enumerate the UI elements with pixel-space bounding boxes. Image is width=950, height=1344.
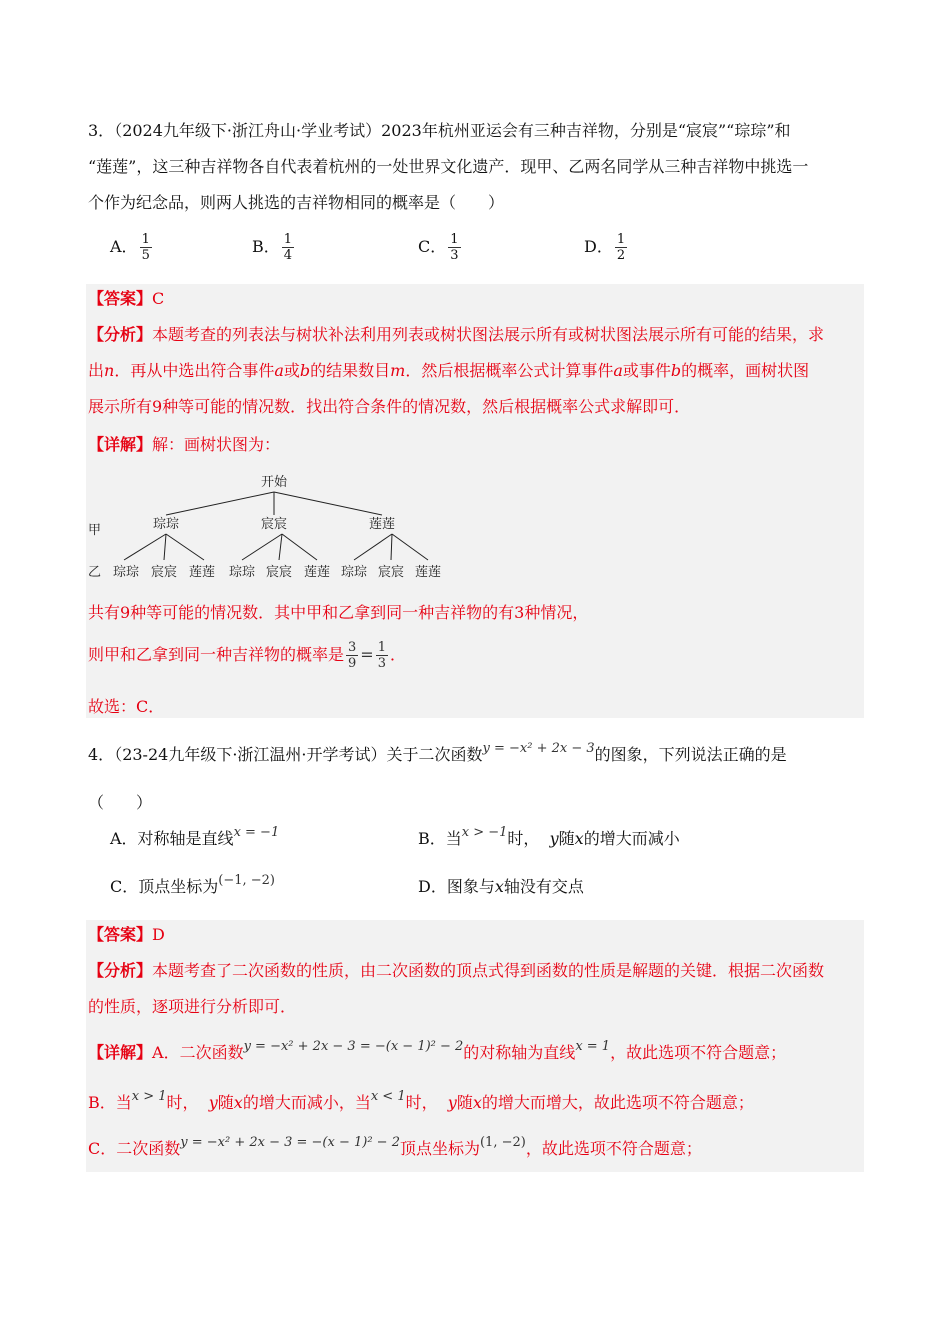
fraction-denominator: 5 [141,248,150,263]
tree-edge [242,534,282,560]
analysis-tag: 【分析】 [88,325,153,344]
text-run: 本题考查了二次函数的性质，由二次函数的顶点式得到函数的性质是解题的关键．根据二次函数 [152,961,825,980]
text-run: ．再从中选出符合事件 [114,361,275,380]
tree-leaf: 宸宸 [150,565,178,580]
fraction [376,640,388,671]
text-run: A．二次函数 [152,1043,244,1062]
var-y: y [549,829,559,848]
text-run: ． [389,645,406,664]
q4-detail-b [88,1089,754,1116]
q3-detail-2: 共有9种等可能的情况数．其中甲和乙拿到同一种吉祥物的有3种情况， [88,603,589,622]
q3-option-b-label: B． [252,237,280,256]
text-run: 则甲和乙拿到同一种吉祥物的概率是 [88,645,345,664]
text-run: 出 [88,361,105,380]
q4-detail-c [88,1135,702,1162]
tree-edge [392,534,428,560]
text-run: 轴没有交点 [503,877,584,896]
tree-edge [166,492,274,515]
q3-analysis-2 [88,360,809,382]
q4-analysis-1 [88,960,824,982]
q3-analysis-3: 展示所有9种等可能的情况数．找出符合条件的情况数，然后根据概率公式求解即可． [88,397,691,416]
text-run: 时， [166,1093,199,1112]
q3-detail-1 [88,434,280,456]
q4-option-d [418,876,584,898]
text-run: 随 [217,1093,234,1112]
var-x: x [574,829,584,848]
answer-tag: 【答案】 [88,289,153,308]
text-run: B．当 [418,829,462,848]
var-n: n [104,361,115,380]
math-expr: (−1, −2) [218,873,275,888]
text-run: 或事件 [622,361,671,380]
fraction-numerator: 1 [283,232,293,247]
tree-root: 开始 [260,475,288,490]
q3-option-b [252,232,296,263]
q3-text-1: 2023年杭州亚运会有三种吉祥物，分别是“宸宸”“琮琮”和 [381,121,791,140]
fraction-denominator: 2 [616,248,626,263]
text-run: ，故此选项不符合题意； [525,1139,702,1158]
text-run: 的概率，画树状图 [681,361,810,380]
q3-option-a [110,232,154,263]
q3-option-c [418,232,463,263]
q3-line-2: “莲莲”，这三种吉祥物各自代表着杭州的一处世界文化遗产．现甲、乙两名同学从三种吉祥物中挑选一 [88,157,809,176]
q3-option-d [584,232,629,263]
q3-conclusion: 故选：C． [88,697,165,716]
tree-leaf: 宸宸 [377,565,405,580]
q3-source: （2024九年级下·浙江舟山·学业考试） [114,121,382,140]
math-expr: (1, −2) [479,1135,526,1150]
q4-option-c [110,873,275,900]
q4-answer [88,924,165,946]
text-run: 的增大而增大，故此选项不符合题意； [481,1093,754,1112]
var-a: a [613,361,623,380]
q3-detail-1-text: 解：画树状图为： [152,435,281,454]
text-run: ．然后根据概率公式计算事件 [405,361,614,380]
answer-tag: 【答案】 [88,925,153,944]
q3-option-a-label: A． [110,237,138,256]
text-run: 的增大而减小，当 [242,1093,371,1112]
math-expr: x < 1 [370,1089,406,1104]
tree-leaf: 琮琮 [228,565,256,580]
tree-leaf: 莲莲 [188,565,216,580]
math-expr: x = −1 [233,825,280,840]
fraction [346,640,358,671]
text-run: 或 [283,361,300,380]
tree-level1-node: 宸宸 [260,517,288,532]
tree-row-label-jia: 甲 [88,523,102,538]
math-expr: x > 1 [131,1089,167,1104]
var-a: a [274,361,284,380]
text-run: 关于二次函数 [386,745,483,764]
q4-function: y = −x² + 2x − 3 [482,741,595,756]
fraction-numerator: 1 [377,640,386,655]
text-run: A．对称轴是直线 [110,829,234,848]
q4-line-2: （ ） [88,793,153,812]
text-run: ，故此选项不符合题意； [610,1043,787,1062]
text-run: C．顶点坐标为 [110,877,219,896]
q4-option-b [418,825,680,852]
tree-level1-node: 莲莲 [368,517,396,532]
q3-line-1 [88,120,791,142]
fraction-numerator: 1 [616,232,626,247]
var-b: b [299,361,311,380]
fraction-numerator: 3 [348,640,357,655]
q3-option-c-label: C． [418,237,447,256]
text-run: 随 [456,1093,473,1112]
q4-source: （23-24九年级下·浙江温州·开学考试） [114,745,387,764]
tree-leaf: 琮琮 [112,565,140,580]
equals-sign: = [360,645,374,664]
tree-leaf: 琮琮 [340,565,368,580]
text-run: 的增大而减小 [583,829,680,848]
tree-diagram [86,466,466,586]
answer-value: D [152,925,165,944]
var-x: x [472,1093,482,1112]
q3-analysis-1-text: 本题考查的列表法与树状补法利用列表或树状图法展示所有或树状图法展示所有可能的结果，求 [152,325,825,344]
text-run: 的对称轴为直线 [463,1043,576,1062]
text-run: B．当 [88,1093,132,1112]
text-run: 时， [405,1093,438,1112]
q3-option-c-fraction [448,232,460,263]
var-b: b [670,361,682,380]
tree-edge [274,492,382,515]
math-expr: x > −1 [461,825,508,840]
q3-option-a-fraction [140,232,152,263]
fraction-numerator: 1 [141,232,150,247]
q4-detail-a [88,1039,787,1066]
fraction-denominator: 3 [377,656,386,671]
q3-answer [88,288,164,310]
q3-number: 3． [88,121,115,140]
text-run: D．图象与 [418,877,495,896]
fraction-numerator: 1 [450,232,459,247]
text-run: 的图象，下列说法正确的是 [594,745,787,764]
q4-option-a [110,825,280,852]
tree-leaf: 宸宸 [265,565,293,580]
fraction-denominator: 3 [450,248,459,263]
text-run: 时， [507,829,540,848]
var-m: m [390,361,406,380]
q3-analysis-1 [88,324,824,346]
q4-analysis-2: 的性质，逐项进行分析即可． [88,997,297,1016]
q3-option-d-fraction [615,232,627,263]
tree-edge [164,534,166,560]
tree-edge [279,534,282,560]
var-y: y [208,1093,218,1112]
text-run: 的结果数目 [310,361,391,380]
var-y: y [447,1093,457,1112]
q3-option-d-label: D． [584,237,613,256]
tree-edge [282,534,317,560]
tree-level1-node: 琮琮 [152,517,180,532]
q3-option-b-fraction [282,232,294,263]
q4-number: 4． [88,745,115,764]
text-run: 随 [558,829,575,848]
text-run: C．二次函数 [88,1139,181,1158]
text-run: 顶点坐标为 [399,1139,480,1158]
fraction-denominator: 4 [283,248,293,263]
tree-row-label-yi: 乙 [88,565,102,580]
analysis-tag: 【分析】 [88,961,153,980]
math-expr: y = −x² + 2x − 3 = −(x − 1)² − 2 [180,1135,400,1150]
q3-detail-3 [88,640,406,671]
detail-tag: 【详解】 [88,1043,153,1062]
tree-edge [391,534,392,560]
answer-value: C [152,289,165,308]
q3-line-3: 个作为纪念品，则两人挑选的吉祥物相同的概率是（ ） [88,193,505,212]
math-expr: y = −x² + 2x − 3 = −(x − 1)² − 2 [243,1039,464,1054]
math-expr: x = 1 [575,1039,611,1054]
var-x: x [233,1093,243,1112]
tree-leaf: 莲莲 [414,565,442,580]
tree-edge [166,534,204,560]
tree-leaf: 莲莲 [303,565,331,580]
var-x: x [494,877,504,896]
fraction-denominator: 9 [348,656,357,671]
q4-line-1 [88,741,787,768]
tree-edge [124,534,166,560]
detail-tag: 【详解】 [88,435,153,454]
tree-edge [354,534,392,560]
